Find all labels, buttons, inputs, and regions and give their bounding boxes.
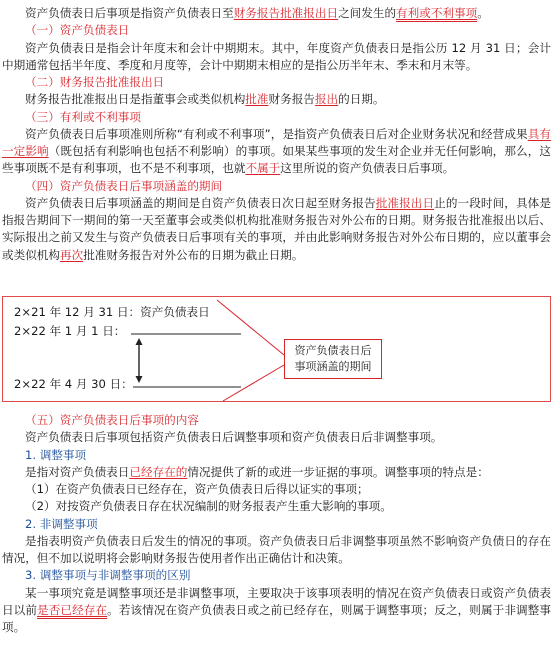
paragraph-non-adjusting-events: 是指表明资产负债表日后发生的情况的事项。资产负债表日后非调整事项虽然不影响资产负债日的存在情况，但不加以说明将会影响财务报告使用者作出正确估计和决策。 [2,534,551,566]
heading-difference: 3. 调整事项与非调整事项的区别 [25,568,191,583]
adjusting-point-1: （1）在资产负债表日已经存在，资产负债表日后得以证实的事项； [25,482,369,497]
intro-text: 资产负债表日后事项是指资产负债表日至 [25,6,234,20]
highlight-whether-existing: 是否已经存在 [37,603,108,618]
highlight-not-belong: 不属于 [245,161,281,176]
diagram-line-start-date: 2×22 年 1 月 1 日： [14,324,126,338]
heading-balance-sheet-date: （一）资产负债表日 [25,23,130,38]
highlight-approval-date: 财务报告批准报出日 [233,6,339,20]
paragraph-balance-sheet-date: 资产负债表日是指会计年度末和会计中期期末。其中，年度资产负债表日是指公历 12 月 31 日；会计中期通常包括半年度、季度和月度等，会计中期期末相应的是指公历半年末、季末和月末等。 [2,40,551,72]
paragraph-covered-period [2,195,551,264]
paragraph-event-content: 资产负债表日后事项包括资产负债表日后调整事项和资产负债表日后非调整事项。 [25,430,443,445]
text: 这里所说的资产负债表日后事项。 [280,161,455,176]
text: 是指对资产负债表日 [25,465,130,480]
paragraph-approval-date [2,91,551,108]
highlight-favorable-unfavorable: 有利或不利事项 [396,6,478,20]
text: 财务报告 [268,92,315,107]
highlight-certain-impact: 具有一定影响 [2,127,551,159]
text: 。若该情况在资产负债表日或之前已经存在，则属于调整事项；反之，则属于非调整事项。 [2,603,551,635]
callout-leader-bottom [223,365,284,401]
arrow-down-icon [136,376,143,383]
heading-approval-date: （二）财务报告批准报出日 [25,75,165,90]
upper-section [2,5,551,264]
text: 财务报告批准报出日是指董事会或类似机构 [25,92,246,107]
text: 资产负债表日后事项准则所称“有利或不利事项”，是指资产负债表日后对企业财务状况和经营成果 [25,127,528,142]
text: 批准财务报告对外公布的日期为截止日期。 [83,247,304,262]
callout-covered-period [284,339,382,379]
adjusting-point-2: （2）对按资产负债表日存在状况编制的财务报表产生重大影响的事项。 [25,499,392,514]
highlight-issue: 报出 [314,92,339,107]
arrow-up-icon [136,338,143,345]
callout-leader-top [217,300,284,355]
text: 止的一段时间，具体是指报告期间下一期间的第一天至董事会或类似机构批准财务报告对外公布的日期。财务报告批准报出以后、实际报出之前又发生与资产负债表日后事项有关的事项，并由此影响财务报告对外公布日期的，应以董事会或类似机构 [2,196,551,262]
heading-non-adjusting-events: 2. 非调整事项 [25,516,98,531]
diagram-lines [3,297,552,403]
paragraph-difference [2,585,551,637]
callout-line: 资产负债表日后 [294,344,372,357]
diagram-line-balance-sheet-date: 2×21 年 12 月 31 日：资产负债表日 [14,305,210,319]
heading-event-content: （五）资产负债表日后事项的内容 [25,413,199,427]
highlight-approval-issue-date: 批准报出日 [375,196,435,211]
diagram-line-end-date: 2×22 年 4 月 30 日： [14,377,133,391]
highlight-again: 再次 [59,247,84,262]
text: 某一事项究竟是调整事项还是非调整事项，主要取决于该事项表明的情况在资产负债表日或资产负债表日以前 [2,585,551,618]
highlight-already-existing: 已经存在的 [129,465,188,480]
heading-adjusting-events: 1. 调整事项 [25,447,87,462]
callout-line: 事项涵盖的期间 [294,360,372,373]
period-diagram [2,296,551,402]
heading-covered-period: （四）资产负债表日后事项涵盖的期间 [25,178,223,193]
text: 情况提供了新的或进一步证据的事项。调整事项的特点是： [187,465,489,480]
highlight-approve: 批准 [245,92,269,107]
heading-favorable-events: （三）有利或不利事项 [25,109,141,124]
intro-text: 之间发生的 [338,6,397,20]
text: （既包括有利影响也包括不利影响）的事项。如果某些事项的发生对企业并无任何影响，那么，这些事项既不是有利事项，也不是不利事项，也就 [2,144,551,176]
paragraph-favorable-events [2,126,551,178]
lower-section [2,412,551,636]
text: 的日期。 [338,92,385,107]
intro-paragraph [2,5,551,22]
paragraph-adjusting-events [2,464,551,481]
intro-text: 。 [477,6,489,20]
text: 资产负债表日后事项涵盖的期间是自资产负债表日次日起至财务报告 [25,196,376,211]
